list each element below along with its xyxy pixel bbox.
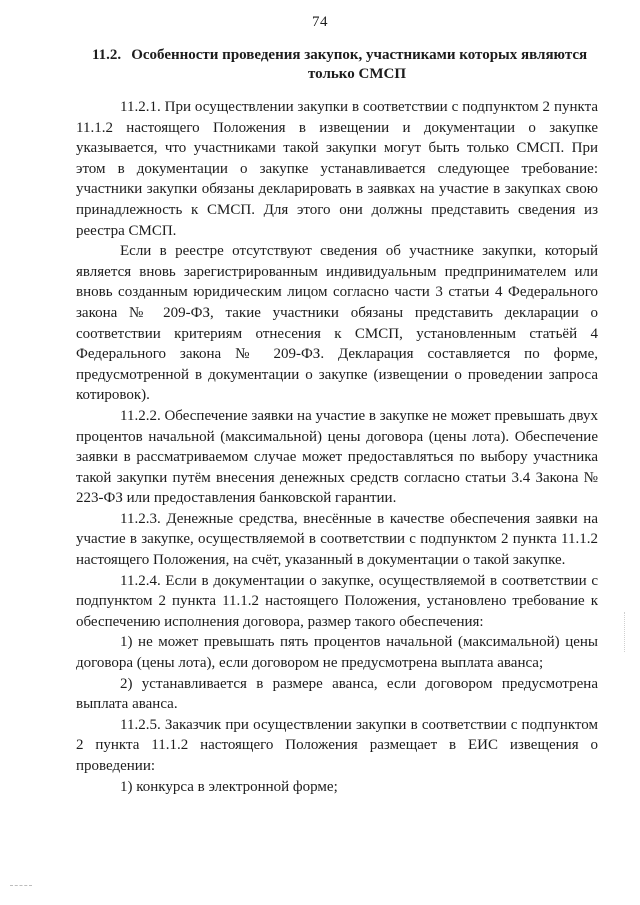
scan-artifact-mark bbox=[10, 885, 32, 888]
section-heading bbox=[92, 46, 606, 84]
paragraph-11-2-4: 11.2.4. Если в документации о закупке, осуществляемой в соответствии с подпунктом 2 пункта 11.1.2 настоящего Положения, установлено требование к обеспечению исполнения договора, размер такого обеспечения: bbox=[76, 572, 598, 630]
paragraph-11-2-2: 11.2.2. Обеспечение заявки на участие в закупке не может превышать двух процентов начальной (максимальной) цены договора (цены лота). Обеспечение заявки в рассматриваемом случае может предоставляться по выбору участника такой закупки путём внесения денежных средств согласно статьи 3.4 Закона № 223-ФЗ или предоставления банковской гарантии. bbox=[76, 407, 598, 507]
section-number: 11.2. bbox=[92, 47, 122, 63]
paragraph-registry-absence: Если в реестре отсутствуют сведения об участнике закупки, который является вновь зарегистрированным индивидуальным предпринимателем или вновь созданным юридическим лицом согласно части 3 статьи 4 Федерального закона № 209-ФЗ, такие участники обязаны представить декларации о соответствии критериям отнесения к СМСП, установленным статьёй 4 Федерального закона № 209-ФЗ. Декларация составляется по форме, предусмотренной в документации о закупке (извещении о проведении запроса котировок). bbox=[76, 243, 598, 404]
paragraph-11-2-4-item-2: 2) устанавливается в размере аванса, если договором предусмотрена выплата аванса. bbox=[76, 675, 598, 713]
section-title-line-2: только СМСП bbox=[307, 66, 406, 82]
section-title-line-1: Особенности проведения закупок, участниками которых являются bbox=[131, 47, 588, 63]
scan-artifact-edge bbox=[624, 612, 626, 652]
paragraph-11-2-5-item-1: 1) конкурса в электронной форме; bbox=[120, 778, 338, 795]
paragraph-11-2-1: 11.2.1. При осуществлении закупки в соответствии с подпунктом 2 пункта 11.1.2 настоящего Положения в извещении и документации о закупке указывается, что участниками такой закупки могут быть только СМСП. При этом в документации о закупке устанавливается следующее требование: участники закупки обязаны декларировать в заявках на участие в закупках свою принадлежность к СМСП. Для этого они должны представить сведения из реестра СМСП. bbox=[76, 99, 598, 239]
paragraph-11-2-5: 11.2.5. Заказчик при осуществлении закупки в соответствии с подпунктом 2 пункта 11.1.2 настоящего Положения размещает в ЕИС извещения о проведении: bbox=[76, 716, 598, 774]
paragraph-11-2-3: 11.2.3. Денежные средства, внесённые в качестве обеспечения заявки на участие в закупке, осуществляемой в соответствии с подпунктом 2 пункта 11.1.2 настоящего Положения, на счёт, указанный в документации о такой закупке. bbox=[76, 510, 598, 569]
page-number: 74 bbox=[312, 14, 328, 30]
paragraph-11-2-4-item-1: 1) не может превышать пять процентов начальной (максимальной) цены договора (цены лота), если договором не предусмотрена выплата аванса; bbox=[76, 634, 598, 672]
body-text bbox=[76, 97, 598, 797]
